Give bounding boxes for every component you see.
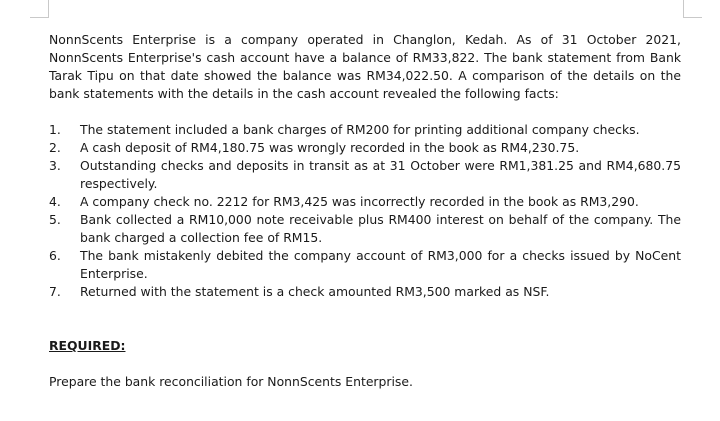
list-item-number: 6. (49, 248, 61, 263)
list-item-text: Outstanding checks and deposits in transit as at 31 October were RM1,381.25 and RM4,680.75 respectively. (80, 158, 681, 191)
list-item-number: 2. (49, 140, 61, 155)
list-item (49, 139, 681, 157)
intro-paragraph: NonnScents Enterprise is a company operated in Changlon, Kedah. As of 31 October 2021, NonnScents Enterprise's cash account have a balance of RM33,822. The bank statement from Bank Tarak Tipu on that date showed the balance was RM34,022.50. A comparison of the details on the bank statements with the details in the cash account revealed the following facts: (49, 32, 681, 101)
facts-list (49, 121, 681, 301)
list-item-number: 5. (49, 212, 61, 227)
required-heading: REQUIRED: (49, 338, 126, 353)
list-item (49, 157, 681, 193)
document-body (49, 31, 681, 391)
list-item-text: The statement included a bank charges of RM200 for printing additional company checks. (80, 122, 640, 137)
list-item (49, 121, 681, 139)
list-item-number: 4. (49, 194, 61, 209)
list-item (49, 247, 681, 283)
list-item (49, 193, 681, 211)
crop-mark-top-left (30, 0, 49, 18)
list-item-number: 3. (49, 158, 61, 173)
list-item-number: 7. (49, 284, 61, 299)
list-item-text: Returned with the statement is a check amounted RM3,500 marked as NSF. (80, 284, 550, 299)
list-item (49, 211, 681, 247)
list-item-text: Bank collected a RM10,000 note receivable plus RM400 interest on behalf of the company. The bank charged a collection fee of RM15. (80, 212, 681, 245)
task-instruction: Prepare the bank reconciliation for NonnScents Enterprise. (49, 374, 413, 389)
crop-mark-top-right (683, 0, 702, 18)
list-item-text: A cash deposit of RM4,180.75 was wrongly recorded in the book as RM4,230.75. (80, 140, 580, 155)
list-item-text: A company check no. 2212 for RM3,425 was incorrectly recorded in the book as RM3,290. (80, 194, 639, 209)
list-item (49, 283, 681, 301)
list-item-number: 1. (49, 122, 61, 137)
list-item-text: The bank mistakenly debited the company account of RM3,000 for a checks issued by NoCent Enterprise. (80, 248, 681, 281)
